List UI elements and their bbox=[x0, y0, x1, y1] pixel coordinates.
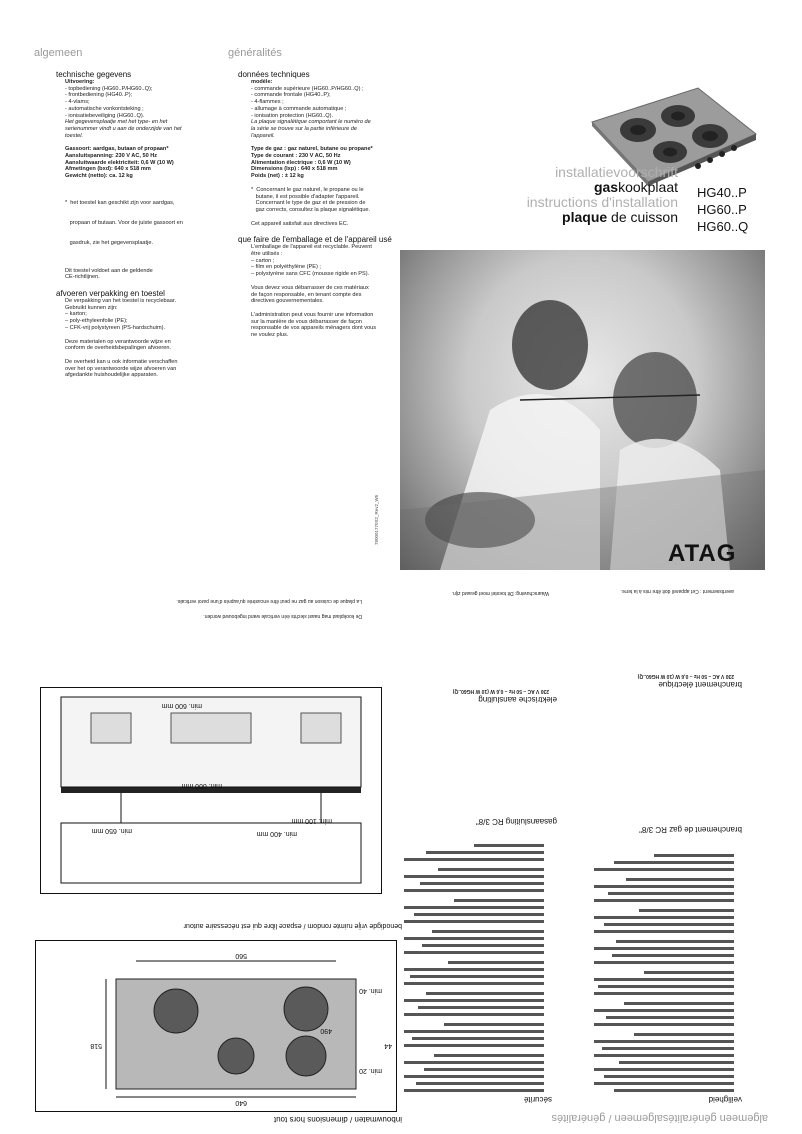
nl-spec-line: Aansluitspanning: 230 V AC, 50 Hz bbox=[65, 153, 158, 160]
nl-note-line: propaan of butaan. Voor de juiste gassoort en bbox=[65, 220, 183, 227]
dim-width: 640 bbox=[235, 1099, 247, 1106]
fr-tech-line: - 4-flammes ; bbox=[251, 99, 284, 106]
dims-section-title: inbouwmaten / dimensions hors tout bbox=[273, 1115, 402, 1124]
section-header-fr: généralités bbox=[228, 47, 282, 59]
fr-pack-line: – polystyrène sans CFC (mousse rigide en PS). bbox=[251, 271, 370, 278]
lower-fr-text-block bbox=[392, 832, 552, 1092]
fr-tech-line: - commande supérieure (HG60..P/HG60..Q) ; bbox=[251, 85, 364, 92]
cabinet-diagram bbox=[41, 688, 381, 893]
fr-tech-line: - commande frontale (HG40..P); bbox=[251, 92, 331, 99]
nl-column bbox=[56, 70, 226, 379]
veiligheid-title: veiligheid bbox=[708, 1095, 742, 1104]
nl-pack3-line: De overheid kan u ook informatie verschaffen bbox=[65, 358, 178, 365]
fr-tech-line: l'appareil. bbox=[251, 132, 275, 139]
fr-tech-title: données techniques bbox=[238, 70, 310, 79]
nl-pack-line: – poly-ethyleenfolie (PE); bbox=[65, 318, 128, 325]
fr-pack-line: être utilisés : bbox=[251, 251, 283, 258]
nl-note-lines bbox=[65, 187, 226, 261]
cabinet-dim: min. 600 mm bbox=[181, 782, 222, 789]
model-list bbox=[697, 184, 748, 235]
note-wall-nl: De kookplaat mag naast slechts één verticale wand ingebouwd worden. bbox=[203, 613, 362, 619]
fr-tech-line: modèle: bbox=[251, 79, 273, 85]
nl-spec-lines bbox=[65, 146, 226, 180]
fr-pack3-lines bbox=[251, 312, 408, 339]
gas-title-fr: branchement de gaz RC 3/8" bbox=[639, 825, 742, 834]
fr-ce-line: Cet appareil satisfait aux directives EC. bbox=[251, 220, 349, 227]
fr-pack-line: – film en polyéthylène (PE) ; bbox=[251, 264, 321, 271]
brand-logo: ATAG bbox=[668, 540, 737, 567]
title-nl-subtitle: installatievoorschrift bbox=[555, 164, 678, 180]
fr-pack3-line: L'administration peut vous fournir une information bbox=[251, 311, 374, 318]
fr-spec-line: Type de courant : 230 V AC, 50 Hz bbox=[251, 153, 341, 160]
model-item: HG60..P bbox=[697, 202, 747, 217]
title-block bbox=[478, 165, 678, 225]
nl-tech-line: Uitvoering: bbox=[65, 79, 95, 85]
lower-header: algemeen généralitésalgemeen / généralités bbox=[551, 1112, 768, 1124]
elec-title-nl: elektrische aansluiting bbox=[478, 695, 557, 704]
section-header-nl: algemeen bbox=[34, 47, 83, 59]
fr-pack-line: – carton ; bbox=[251, 257, 275, 264]
fr-pack-line: L'emballage de l'appareil est recyclable. Peuvent bbox=[251, 244, 372, 251]
fr-spec-line: Alimentation électrique : 0,6 W (10 W) bbox=[251, 159, 351, 166]
nl-note-line: gasdruk, zie het gegevensplaatje. bbox=[65, 240, 154, 247]
nl-pack2-line: Deze materialen op verantwoorde wijze en bbox=[65, 338, 171, 345]
model-item: HG60..Q bbox=[697, 219, 749, 234]
dims-hob-diagram bbox=[36, 941, 396, 1111]
kitchen-photo bbox=[400, 250, 765, 570]
note-wall-fr: La plaque de cuisson au gaz ne peut être encastrée qu'auprès d'une paroi verticale. bbox=[176, 598, 362, 604]
nl-tech-lines bbox=[65, 79, 226, 139]
title-fr-subtitle: instructions d'installation bbox=[526, 194, 678, 210]
title-nl-main-rest: kookplaat bbox=[618, 179, 678, 195]
fr-spec-line: Type de gaz : gaz naturel, butane ou propane* bbox=[251, 146, 373, 153]
fr-pack-title: que faire de l'emballage et de l'appareil usé bbox=[238, 235, 392, 245]
nl-tech-line: - topbediening (HG60..P/HG60..Q); bbox=[65, 85, 153, 92]
fr-note-lines bbox=[251, 187, 408, 214]
fr-pack3-line: responsable de vos appareils ménagers dont vous bbox=[251, 325, 377, 332]
nl-pack-lines bbox=[65, 298, 226, 332]
fr-text-lines-art bbox=[392, 832, 552, 1092]
fr-tech-lines bbox=[251, 79, 408, 139]
nl-spec-line: Gassoort: aardgas, butaan of propaan* bbox=[65, 146, 169, 153]
nl-pack-title: afvoeren verpakking en toestel bbox=[56, 288, 165, 298]
nl-tech-line: Het gegevensplaatje met het type- en het bbox=[65, 119, 168, 126]
title-fr-main bbox=[478, 210, 678, 225]
kitchen-photo-art bbox=[400, 250, 765, 570]
nl-tech-line: - frontbediening (HG40..P); bbox=[65, 92, 133, 99]
nl-ce-lines bbox=[65, 268, 226, 281]
dim-min40: min. 40 bbox=[359, 987, 382, 994]
nl-pack3-line: over het op verantwoorde wijze afvoeren van bbox=[65, 365, 177, 372]
lower-veiligheid-title bbox=[709, 1095, 742, 1104]
doc-code: 780001770S2_Rev2_W5 bbox=[374, 494, 379, 545]
nl-pack-line: – karton; bbox=[65, 311, 87, 318]
fr-tech-line: la série se trouve sur la partie inférieure de bbox=[251, 125, 358, 132]
warning-nl: Waarschuwing: Dit toestel moet geaard zijn. bbox=[451, 590, 549, 596]
securite-title: sécurité bbox=[523, 1095, 552, 1104]
cabinet-dim: min. 100 mm bbox=[291, 817, 332, 824]
fr-pack3-line: sur la manière de vous débarrasser de façon bbox=[251, 318, 363, 325]
dim-height44: 44 bbox=[384, 1042, 392, 1049]
fr-column bbox=[238, 70, 408, 339]
nl-spec-line: Aansluitwaarde elektriciteit: 0,6 W (10 W) bbox=[65, 159, 174, 166]
fr-tech-line: - allumage à commande automatique ; bbox=[251, 105, 347, 112]
nl-tech-line: - 4-vlams; bbox=[65, 99, 90, 106]
gas-title-nl: gasaansluiting RC 3/8" bbox=[475, 817, 557, 826]
dim-cut-width: 560 bbox=[235, 952, 247, 959]
fr-note-line: gaz corrects, consultez la plaque signalétique. bbox=[251, 206, 371, 213]
dim-cut-depth: 490 bbox=[320, 1027, 332, 1034]
fr-spec-line: Poids (net) : ± 12 kg bbox=[251, 173, 304, 180]
cabinet-dim: min. 600 mm bbox=[161, 702, 202, 709]
nl-spec-line: Afmetingen (bxd): 640 x 518 mm bbox=[65, 166, 151, 173]
nl-pack2-line: conform de overheidsbepalingen afvoeren. bbox=[65, 345, 172, 352]
cabinet-dim: min. 650 mm bbox=[91, 827, 132, 834]
title-fr-main-bold: plaque bbox=[562, 209, 608, 225]
title-nl-main bbox=[478, 180, 678, 195]
nl-tech-line: toestel. bbox=[65, 132, 84, 139]
fr-pack2-lines bbox=[251, 285, 408, 305]
nl-pack3-lines bbox=[65, 359, 226, 379]
nl-tech-line: serienummer vindt u aan de onderzijde van het bbox=[65, 125, 182, 132]
nl-pack-line: De verpakking van het toestel is recyclebaar. bbox=[65, 297, 177, 304]
fr-pack2-line: de façon responsable, en tenant compte des bbox=[251, 291, 362, 298]
fr-ce-lines bbox=[251, 221, 408, 228]
nl-pack-line: Gebruikt kunnen zijn: bbox=[65, 304, 118, 311]
fr-note-line: butane, il est possible d'adapter l'appareil. bbox=[251, 193, 360, 200]
nl-tech-line: - automatische vonkontsteking ; bbox=[65, 105, 144, 112]
warning-fr: avertissement : Cet appareil doit être mis à la terre. bbox=[620, 588, 734, 594]
nl-ce-line: CE-richtlijnen. bbox=[65, 274, 100, 281]
fr-tech-line: La plaque signalétique comportant le numéro de bbox=[251, 119, 371, 126]
nl-tech-title: technische gegevens bbox=[56, 70, 132, 79]
title-nl-main-bold: gas bbox=[593, 179, 619, 195]
model-item: HG40..P bbox=[697, 185, 747, 200]
nl-text-lines-art bbox=[582, 842, 742, 1092]
dim-min20: min. 20 bbox=[359, 1067, 382, 1074]
fr-pack3-line: ne voulez plus. bbox=[251, 332, 289, 339]
nl-pack-line: – CFK-vrij polystyreen (PS-hardschuim). bbox=[65, 324, 166, 331]
fr-spec-lines bbox=[251, 146, 408, 180]
dim-depth: 518 bbox=[90, 1042, 102, 1049]
fr-pack2-line: Vous devez vous débarrasser de ces matériaux bbox=[251, 284, 369, 291]
title-fr-main-rest: de cuisson bbox=[607, 209, 678, 225]
fr-note-line: * Concernant le gaz naturel, le propane ou le bbox=[251, 186, 364, 193]
nl-pack3-line: afgedankte huishoudelijke apparaten. bbox=[65, 372, 158, 379]
free-space-title: benodigde vrije ruimte rondom / espace libre qui est nécessaire autour bbox=[183, 922, 402, 929]
nl-tech-line: - ionisatiebeveiliging (HG60..Q). bbox=[65, 112, 145, 119]
voltage-fr: 230 V AC – 50 Hz – 0,6 W (10 W HG60..Q) bbox=[637, 673, 734, 679]
lower-securite-title bbox=[524, 1095, 552, 1104]
lower-half-rotated bbox=[0, 567, 802, 1134]
dims-drawing bbox=[35, 940, 397, 1112]
nl-pack2-lines bbox=[65, 339, 226, 352]
lower-nl-text-block bbox=[582, 842, 742, 1092]
voltage-nl: 230 V AC – 50 Hz – 0,6 W (10 W HG60..Q) bbox=[452, 688, 549, 694]
nl-ce-line: Dit toestel voldoet aan de geldende bbox=[65, 267, 153, 274]
fr-pack2-line: directives gouvernementales. bbox=[251, 298, 324, 305]
nl-spec-line: Gewicht (netto): ca. 12 kg bbox=[65, 173, 133, 180]
fr-tech-line: - ionisation protection (HG60..Q). bbox=[251, 112, 334, 119]
cabinet-drawing bbox=[40, 687, 382, 894]
nl-note-line: * het toestel kan geschikt zijn voor aardgas, bbox=[65, 200, 175, 207]
fr-spec-line: Dimensions (lxp) : 640 x 518 mm bbox=[251, 166, 338, 173]
cabinet-dim: min. 400 mm bbox=[256, 830, 297, 837]
fr-note-line: Concernant le type de gaz et de pression de bbox=[251, 200, 366, 207]
elec-title-fr: branchement électrique bbox=[658, 680, 742, 689]
fr-pack-lines bbox=[251, 244, 408, 278]
